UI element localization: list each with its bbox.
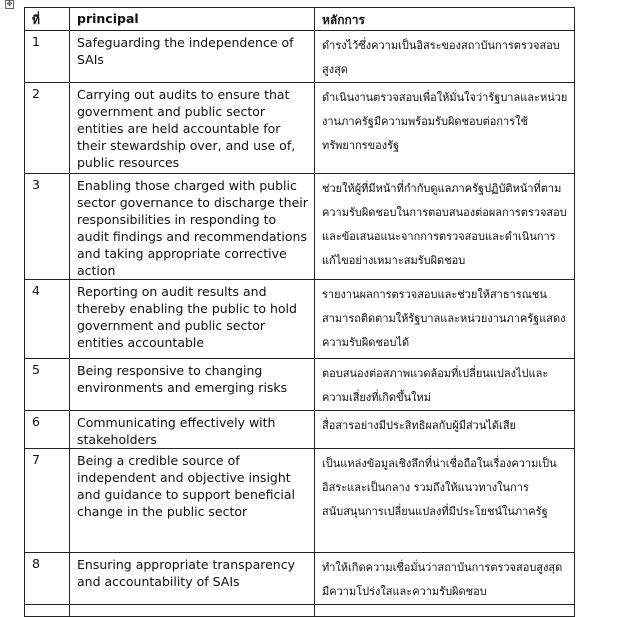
principal-text: Being responsive to changing environments and emerging risks [70, 359, 315, 411]
thai-text: ตอบสนองต่อสภาพแวดล้อมที่เปลี่ยนแปลงไปและความเสี่ยงที่เกิดขึ้นใหม่ [315, 359, 575, 411]
table-row [25, 174, 575, 280]
table-row [25, 359, 575, 411]
row-number: 2 [25, 83, 70, 174]
principles-table [24, 7, 575, 617]
table-row [25, 449, 575, 553]
row-number: 1 [25, 31, 70, 83]
row-number: 3 [25, 174, 70, 280]
thai-text: ทำให้เกิดความเชื่อมั่นว่าสถาบันการตรวจสอบสูงสุดมีความโปร่งใสและความรับผิดชอบ [315, 553, 575, 605]
thai-text: ดำรงไว้ซึ่งความเป็นอิสระของสถาบันการตรวจสอบสูงสุด [315, 31, 575, 83]
principal-text: Reporting on audit results and thereby enabling the public to hold government and public sector entities accountable [70, 280, 315, 359]
empty-cell [315, 605, 575, 617]
thai-text: รายงานผลการตรวจสอบและช่วยให้สาธารณชนสามารถติดตามให้รัฐบาลและหน่วยงานภาครัฐแสดงความรับผิดชอบได้ [315, 280, 575, 359]
principal-text: Communicating effectively with stakeholders [70, 411, 315, 449]
table-row [25, 280, 575, 359]
row-number: 5 [25, 359, 70, 411]
principal-text: Safeguarding the independence of SAIs [70, 31, 315, 83]
empty-cell [25, 605, 70, 617]
principal-text: Carrying out audits to ensure that government and public sector entities are held accountable for their stewardship over, and use of, public resources [70, 83, 315, 174]
principal-text: Being a credible source of independent and objective insight and guidance to support beneficial change in the public sector [70, 449, 315, 553]
table-move-handle-icon[interactable]: ✥ [6, 0, 13, 8]
header-thai: หลักการ [315, 8, 575, 31]
row-number: 6 [25, 411, 70, 449]
thai-text: ดำเนินงานตรวจสอบเพื่อให้มั่นใจว่ารัฐบาลและหน่วยงานภาครัฐมีความพร้อมรับผิดชอบต่อการใช้ทรัพยากรของรัฐ [315, 83, 575, 174]
thai-text: เป็นแหล่งข้อมูลเชิงลึกที่น่าเชื่อถือในเรื่องความเป็นอิสระและเป็นกลาง รวมถึงให้แนวทางในการสนับสนุนการเปลี่ยนแปลงที่มีประโยชน์ในภาครัฐ [315, 449, 575, 553]
principal-text: Ensuring appropriate transparency and accountability of SAIs [70, 553, 315, 605]
table-row-partial [25, 605, 575, 617]
table-row [25, 553, 575, 605]
principal-text: Enabling those charged with public sector governance to discharge their responsibilities in responding to audit findings and recommendations and taking appropriate corrective action [70, 174, 315, 280]
table-row [25, 83, 575, 174]
table-row [25, 411, 575, 449]
header-no: ที่ [25, 8, 70, 31]
row-number: 7 [25, 449, 70, 553]
thai-text: สื่อสารอย่างมีประสิทธิผลกับผู้มีส่วนได้เสีย [315, 411, 575, 449]
row-number: 4 [25, 280, 70, 359]
header-principal: principal [70, 8, 315, 31]
thai-text: ช่วยให้ผู้ที่มีหน้าที่กำกับดูแลภาครัฐปฏิบัติหน้าที่ตามความรับผิดชอบในการตอบสนองต่อผลการตรวจสอบและข้อเสนอแนะจากการตรวจสอบและดำเนินการแก้ไขอย่างเหมาะสมรับผิดชอบ [315, 174, 575, 280]
row-number: 8 [25, 553, 70, 605]
table-header-row [25, 8, 575, 31]
table-row [25, 31, 575, 83]
empty-cell [70, 605, 315, 617]
